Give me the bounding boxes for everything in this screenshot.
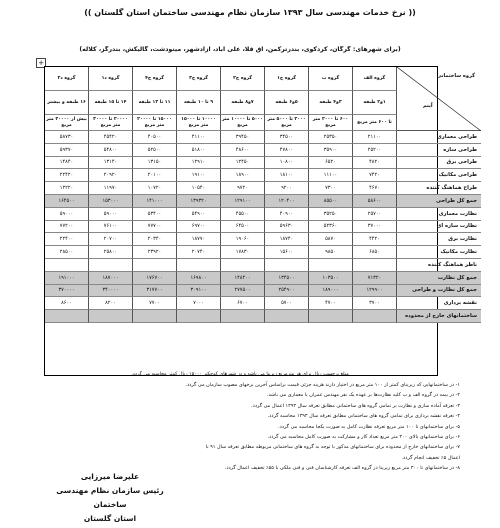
table-cell: ۲۰۳۴۰ [133, 233, 177, 246]
table-cell: ۳۹۴۵۰ [221, 131, 265, 144]
table-cell: ۷۳۰۰ [309, 182, 353, 195]
table-cell: ۸۲۰۰ [89, 297, 133, 310]
table-cell: ۴۶۷۰ [353, 182, 397, 195]
table-cell: ۱۴۸۴۰۰ [221, 272, 265, 285]
table-cell: ۱۰۵۴۰ [177, 182, 221, 195]
floors-header: ۱۱ تا ۱۳ طبقه [133, 91, 177, 115]
table-cell: ۴۷۰۰ [309, 297, 353, 310]
floors-header: ۱۶ طبقه و بیشتر [45, 91, 89, 115]
table-cell: ۳۷۰۰ [353, 297, 397, 310]
signer-role: رئیس سازمان نظام مهندسی ساختمان [56, 486, 164, 509]
table-cell: ۱۰۳۵۰۰ [309, 272, 353, 285]
area-header: ۵۰۰۰ تا ۱۰۰۰۰ متر مربع [221, 115, 265, 131]
fee-table-grid [45, 67, 477, 375]
table-cell: ۸۵۵۰۰ [309, 195, 353, 208]
table-cell: ۱۸۱۰۰ [265, 169, 309, 182]
floors-header: ۳و۴ طبقه [309, 91, 353, 115]
row-label: نظارت برق [397, 233, 481, 246]
area-header: ۱۵۰۰۰ تا ۲۰۰۰۰ متر مربع [133, 115, 177, 131]
corner-top-label: گروه ساختمانی [436, 73, 475, 79]
table-cell: ۵۱۸۰۰ [177, 144, 221, 157]
table-cell: ۴۴۲۰ [353, 233, 397, 246]
table-cell [353, 310, 397, 323]
table-cell: ۶۵۲۰ [309, 157, 353, 170]
signer-name: علیرضا میرزایی [80, 472, 140, 481]
row-label: نقشه برداری [397, 297, 481, 310]
note-line: ۳- تعرفه آماده سازی و نظارت بر تمامی گروه های ساختمانی مطابق تعرفه سال ۱۳۹۳ اعمال می گردد. [251, 402, 460, 409]
note-line: ۴- تعرفه نقشه برداری برای تمامی گروه های ساختمانی مطابق تعرفه سال ۱۳۹۳ محاسبه گردد. [267, 413, 460, 420]
table-cell: ۱۲۰۴۰۰ [265, 195, 309, 208]
row-label: ناظر هماهنگ کننده [397, 259, 481, 272]
floors-header: ۵و۶ طبقه [265, 91, 309, 115]
table-cell: ۲۰۹۲۰ [89, 169, 133, 182]
table-cell [221, 259, 265, 272]
table-cell: ۹۷۲۰ [221, 182, 265, 195]
table-cell [309, 310, 353, 323]
group-header: گروه ب [309, 67, 353, 91]
table-cell: ۱۲۹۹۰۰ [353, 285, 397, 298]
area-header: ۲۰۰۰ تا ۵۰۰۰ متر مربع [265, 115, 309, 131]
table-cell [353, 259, 397, 272]
table-cell: ۵۸۶۰۰ [353, 195, 397, 208]
table-cell [133, 259, 177, 272]
table-cell: ۱۶۴۵۰۰ [45, 195, 89, 208]
row-label: جمع کل نظارت و طراحی [397, 285, 481, 298]
table-cell [265, 310, 309, 323]
table-cell: ۵۴۸۰۰ [89, 144, 133, 157]
table-cell: ۴۸۲۰ [353, 157, 397, 170]
row-label: طراحی مکانیک [397, 169, 481, 182]
table-cell: ۵۹۰۰۰ [45, 208, 89, 221]
area-header: ۱۰۰۰۰ تا ۱۵۰۰۰ متر مربع [177, 115, 221, 131]
table-cell: ۱۲۹۱۰ [177, 157, 221, 170]
note-line: ۶- برای ساختمانهای بالای ۳۰۰ متر مربع تعداد کار و مشارکت به صورت کامل محاسبه می گردد. [267, 434, 460, 441]
group-header: گروه ج۱ [265, 67, 309, 91]
table-cell: ۱۷۶۷۰۰ [133, 272, 177, 285]
floors-header: ۷و۸ طبقه [221, 91, 265, 115]
table-cell: ۵۸۷۳۰ [45, 131, 89, 144]
table-cell: ۶۴۵۰۰ [221, 221, 265, 234]
table-cell [265, 259, 309, 272]
table-cell [221, 310, 265, 323]
table-cell: ۱۱۹۷۰ [89, 182, 133, 195]
table-cell: ۱۲۴۵۰ [221, 157, 265, 170]
signature-block [40, 470, 180, 526]
notes-list [40, 380, 460, 474]
table-cell: ۱۳۱۴۰ [89, 157, 133, 170]
row-label: طراحی معماری [397, 131, 481, 144]
floors-header: ۱و۲ طبقه [353, 91, 397, 115]
table-cell: ۴۰۵۰۰ [133, 131, 177, 144]
table-cell [309, 259, 353, 272]
area-header: ۶۰۰ تا ۲۰۰۰ متر مربع [309, 115, 353, 131]
table-footnote: مبلغ برحسب ریال برای هر مترمربع زیربنا می باشد و در شهرهای کوچکتر ۱۵۰۰۰ ریال کمتر محاسبه می گردد. [131, 372, 349, 377]
row-label: نظارت سازه ای [397, 221, 481, 234]
table-cell: ۴۱۱۰۰ [177, 131, 221, 144]
table-cell: ۱۱۱۰۰ [309, 169, 353, 182]
document-title: (( نرخ خدمات مهندسی سال ۱۳۹۳ سازمان نظام مهندسی ساختمان استان گلستان )) [84, 8, 416, 17]
table-cell: ۴۰۹۰۰ [265, 208, 309, 221]
note-line: اعمال ۵٪ تخفیف انجام گردد. [401, 454, 460, 461]
row-label: جمع کل نظارت [397, 272, 481, 285]
table-cell: ۹۲۰۰ [265, 182, 309, 195]
table-cell: ۲۵۸۰۰ [89, 246, 133, 259]
row-label: طراح هماهنگ کننده [397, 182, 481, 195]
table-cell: ۷۷۷۰۰ [133, 221, 177, 234]
table-cell: ۲۵۷۰۰ [353, 208, 397, 221]
note-line: ۵- برای ساختمانهای تا ۱۰۰ متر مربع تعرفه نظارت کامل به صورت یکجا محاسبه می گردد. [278, 423, 460, 430]
table-cell: ۳۵۹۰۰ [309, 144, 353, 157]
group-header: گروه الف [353, 67, 397, 91]
fee-table [44, 66, 477, 376]
table-cell: ۳۴۰۰۰۰ [89, 285, 133, 298]
row-label: طراحی برق [397, 157, 481, 170]
table-cell: ۵۸۷۰ [309, 233, 353, 246]
group-header: گروه ج۲ [221, 67, 265, 91]
table-cell: ۶۷۰۰ [221, 297, 265, 310]
table-cell: ۷۷۲۰۰ [45, 221, 89, 234]
table-cell: ۲۱۱۰۰ [353, 131, 397, 144]
floors-header: ۱۴ تا ۱۵ طبقه [89, 91, 133, 115]
table-cell: ۱۵۶۰۰ [265, 246, 309, 259]
table-cell: ۵۲۵۰۰ [133, 144, 177, 157]
group-header: گروه ج۴ [133, 67, 177, 91]
table-cell: ۱۸۹۰۰ [221, 169, 265, 182]
row-label: ساختمانهای خارج از محدوده [397, 310, 481, 323]
table-cell: ۱۷۸۳۰ [221, 246, 265, 259]
table-cell: ۵۹۰۰۰ [89, 208, 133, 221]
table-cell [133, 310, 177, 323]
row-label: طراحی سازه [397, 144, 481, 157]
table-cell: ۲۵۲۰۰ [353, 144, 397, 157]
table-cell: ۲۵۳۵۰ [309, 131, 353, 144]
table-cell: ۱۵۳۰۰۰ [89, 195, 133, 208]
table-cell: ۱۰۸۰۰ [265, 157, 309, 170]
note-line: ۷- برای ساختمانهای خارج از محدوده برای ساختمانهای مذکور با توجه به گروه های ساختمانی مربوطه مطابق تعرفه سال ۹۱ با [205, 444, 460, 451]
table-cell: ۲۳۹۲۰ [133, 246, 177, 259]
table-cell: ۶۹۷۰۰ [177, 221, 221, 234]
table-cell: ۲۲۴۲۰ [45, 169, 89, 182]
table-cell: ۱۹۱۰۰ [177, 169, 221, 182]
table-cell [177, 310, 221, 323]
row-label: نظارت معماری [397, 208, 481, 221]
table-cell: ۷۱۳۲۰ [353, 272, 397, 285]
table-cell: ۲۲۴۰۰ [45, 233, 89, 246]
table-cell: ۴۵۵۰۰ [221, 208, 265, 221]
area-header: ۲۰۰۰۰ تا ۳۰۰۰۰ متر مربع [89, 115, 133, 131]
note-line: ۱- در ساختمانهایی که زیربنای کمتر از ۱۰۰ متر مربع در اختیار دارند هزینه جزئی قیمت براساس آخرین نرخهای مصوب سازمان می گردد. [185, 382, 460, 388]
table-cell: ۵۹۳۷۰ [45, 144, 89, 157]
table-cell: ۵۲۳۶۰ [309, 221, 353, 234]
table-cell: ۳۱۷۷۰۰ [133, 285, 177, 298]
table-cell: ۲۰۷۴۰ [177, 246, 221, 259]
table-cell: ۱۳۴۵۰۰ [265, 272, 309, 285]
corner-bottom-label: آیتم [423, 103, 433, 109]
table-cell: ۱۳۱۵۰ [133, 157, 177, 170]
table-cell: ۱۴۸۴۰ [45, 157, 89, 170]
note-line: ۲- در بیمه در گروه الف و ب کلیه نظارت‌ها بر عهده یک نفر مهندس عمران یا معماری می باشد. [266, 392, 460, 399]
table-cell: ۴۸۶۰۰ [221, 144, 265, 157]
table-cell: ۱۸۹۰۰۰ [309, 285, 353, 298]
table-cell: ۱۲۲۲۰ [45, 182, 89, 195]
table-cell: ۹۸۵۰ [309, 246, 353, 259]
table-cell: ۷۰۰۰ [177, 297, 221, 310]
table-cell: ۲۰۱۰۰ [133, 169, 177, 182]
table-cell [45, 310, 89, 323]
table-cell: ۱۳۹۳۲۰ [177, 195, 221, 208]
table-cell: ۶۸۵۰ [353, 246, 397, 259]
table-cell: ۲۰۷۰۰ [89, 233, 133, 246]
group-header: گروه ج۳ [177, 67, 221, 91]
table-corner-cell [397, 67, 481, 131]
table-cell: ۵۹۶۳۰ [265, 221, 309, 234]
table-cell: ۱۹۱۰۰۰ [45, 272, 89, 285]
table-cell: ۱۰۷۲۰ [133, 182, 177, 195]
table-cell [89, 259, 133, 272]
move-icon[interactable]: + [36, 58, 46, 68]
table-cell: ۱۹۰۶۰ [221, 233, 265, 246]
table-cell: ۴۷۸۰۰ [265, 144, 309, 157]
table-cell: ۲۸۵۰۰ [45, 246, 89, 259]
cities-subtitle: (برای شهرهای: گرگان، کردکوی، بندرترکمن، آق قلا، علی آباد، آزادشهر، مینودشت، گالیکش، بندرگز، کلاله) [79, 46, 401, 53]
group-header: گروه د۱ [89, 67, 133, 91]
table-cell: ۳۴۵۰۰ [265, 131, 309, 144]
row-label: نظارت مکانیک [397, 246, 481, 259]
table-cell: ۷۶۱۰۰ [89, 221, 133, 234]
table-cell: ۴۵۴۲۰ [89, 131, 133, 144]
group-header: گروه د۲ [45, 67, 89, 91]
table-cell: ۱۸۷۷۰ [177, 233, 221, 246]
table-cell: ۳۰۹۱۰۰ [177, 285, 221, 298]
note-line: ۸- در ساختمانهای تا ۳۰۰ متر مربع زیربنا در گروه الف تعرفه کارشناسان فنی و فنی ملکی با ۵۵٪ تخفیف اعمال گردد. [224, 465, 460, 472]
table-cell: ۲۷۷۵۰۰ [221, 285, 265, 298]
table-cell [177, 259, 221, 272]
table-cell: ۵۷۰۰ [265, 297, 309, 310]
table-cell: ۷۷۰۰ [133, 297, 177, 310]
table-cell: ۵۴۹۰۰ [177, 208, 221, 221]
table-cell: ۱۸۷۴۰ [265, 233, 309, 246]
table-cell: ۸۶۰۰ [45, 297, 89, 310]
table-cell [89, 310, 133, 323]
row-label: جمع کل طراحی [397, 195, 481, 208]
table-cell: ۱۸۷۰۰۰ [89, 272, 133, 285]
area-header: بیش از ۳۰۰۰۰ متر مربع [45, 115, 89, 131]
table-cell: ۷۴۲۰ [353, 169, 397, 182]
table-cell: ۱۶۹۸۰۰ [177, 272, 221, 285]
signer-province: استان گلستان [83, 514, 137, 523]
table-cell: ۱۴۱۰۰۰ [133, 195, 177, 208]
floors-header: ۹ تا ۱۰ طبقه [177, 91, 221, 115]
table-cell [45, 259, 89, 272]
table-cell: ۱۲۹۱۰۰ [221, 195, 265, 208]
table-cell: ۵۳۴۰۰ [133, 208, 177, 221]
table-cell: ۳۵۲۵۰ [309, 208, 353, 221]
table-cell: ۲۵۴۹۰۰ [265, 285, 309, 298]
area-header: تا ۶۰۰ متر مربع [353, 115, 397, 131]
table-cell: ۳۷۰۰۰۰ [45, 285, 89, 298]
table-cell: ۳۷۰۰۰ [353, 221, 397, 234]
